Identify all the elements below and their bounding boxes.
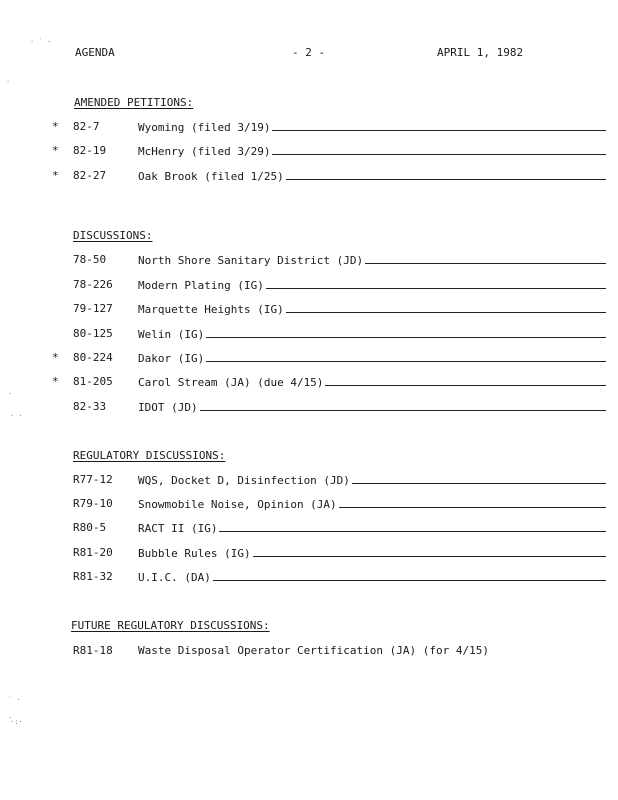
agenda-item — [0, 375, 618, 389]
fill-line — [206, 327, 606, 338]
item-description: McHenry (filed 3/29) — [138, 145, 271, 158]
section-title-amended-petitions: AMENDED PETITIONS: — [74, 96, 194, 109]
item-number: R80-5 — [73, 521, 107, 534]
agenda-item — [0, 400, 618, 414]
fill-line — [266, 278, 606, 289]
item-number: R79-10 — [73, 497, 113, 510]
agenda-item — [0, 521, 618, 535]
item-description: WQS, Docket D, Disinfection (JD) — [138, 474, 350, 487]
section-title-discussions: DISCUSSIONS: — [73, 229, 153, 242]
section-title-future-regulatory-discussions: FUTURE REGULATORY DISCUSSIONS: — [71, 619, 270, 632]
fill-line — [286, 169, 606, 180]
fill-line — [365, 253, 606, 264]
scan-speck: · — [6, 78, 11, 86]
scan-speck: . — [8, 712, 13, 720]
priority-star: * — [52, 120, 59, 133]
agenda-item — [0, 473, 618, 487]
header-page-number: - 2 - — [292, 46, 326, 59]
item-number: 78-50 — [73, 253, 107, 266]
fill-line — [325, 375, 606, 386]
priority-star: * — [52, 169, 59, 182]
fill-line — [200, 400, 606, 411]
agenda-item — [0, 351, 618, 365]
item-description: Waste Disposal Operator Certification (JA) (for 4/15) — [138, 644, 489, 657]
item-description: IDOT (JD) — [138, 401, 198, 414]
header-date: APRIL 1, 1982 — [437, 46, 524, 59]
item-number: 78-226 — [73, 278, 113, 291]
agenda-item — [0, 120, 618, 134]
agenda-item — [0, 546, 618, 560]
item-number: 80-125 — [73, 327, 113, 340]
item-number: 82-33 — [73, 400, 107, 413]
item-number: R77-12 — [73, 473, 113, 486]
fill-line — [339, 497, 606, 508]
agenda-item — [0, 278, 618, 292]
item-description: Bubble Rules (IG) — [138, 547, 251, 560]
scan-speck: ·:· — [10, 718, 23, 726]
item-description: Modern Plating (IG) — [138, 279, 264, 292]
agenda-item — [0, 302, 618, 316]
fill-line — [206, 351, 606, 362]
item-number: 80-224 — [73, 351, 113, 364]
priority-star: * — [52, 375, 59, 388]
fill-line — [272, 120, 606, 131]
scan-speck: · ˙ · — [30, 38, 52, 46]
item-description: Carol Stream (JA) (due 4/15) — [138, 376, 324, 389]
agenda-item — [0, 497, 618, 511]
scan-speck: ˙ · — [8, 696, 21, 704]
agenda-item — [0, 144, 618, 158]
priority-star: * — [52, 144, 59, 157]
agenda-item — [0, 327, 618, 341]
item-description: U.I.C. (DA) — [138, 571, 211, 584]
agenda-item — [0, 169, 618, 183]
item-number: 79-127 — [73, 302, 113, 315]
item-description: Snowmobile Noise, Opinion (JA) — [138, 498, 337, 511]
item-number: 81-205 — [73, 375, 113, 388]
item-description: Marquette Heights (IG) — [138, 303, 284, 316]
fill-line — [253, 546, 606, 557]
item-description: Welin (IG) — [138, 328, 205, 341]
item-number: R81-32 — [73, 570, 113, 583]
item-number: 82-27 — [73, 169, 107, 182]
item-number: R81-20 — [73, 546, 113, 559]
priority-star: * — [52, 351, 59, 364]
agenda-item — [0, 253, 618, 267]
agenda-item — [0, 570, 618, 584]
header-left: AGENDA — [75, 46, 115, 59]
section-title-regulatory-discussions: REGULATORY DISCUSSIONS: — [73, 449, 226, 462]
item-number: 82-7 — [73, 120, 100, 133]
item-number: R81-18 — [73, 644, 113, 657]
item-description: Oak Brook (filed 1/25) — [138, 170, 284, 183]
item-description: North Shore Sanitary District (JD) — [138, 254, 364, 267]
fill-line — [352, 473, 606, 484]
agenda-item — [0, 644, 618, 658]
fill-line — [286, 302, 606, 313]
fill-line — [272, 144, 606, 155]
item-description: Dakor (IG) — [138, 352, 205, 365]
item-description: Wyoming (filed 3/19) — [138, 121, 271, 134]
scan-speck: . . — [10, 410, 23, 418]
fill-line — [213, 570, 606, 581]
item-description: RACT II (IG) — [138, 522, 218, 535]
fill-line — [219, 521, 606, 532]
item-number: 82-19 — [73, 144, 107, 157]
scan-speck: · — [8, 390, 13, 398]
